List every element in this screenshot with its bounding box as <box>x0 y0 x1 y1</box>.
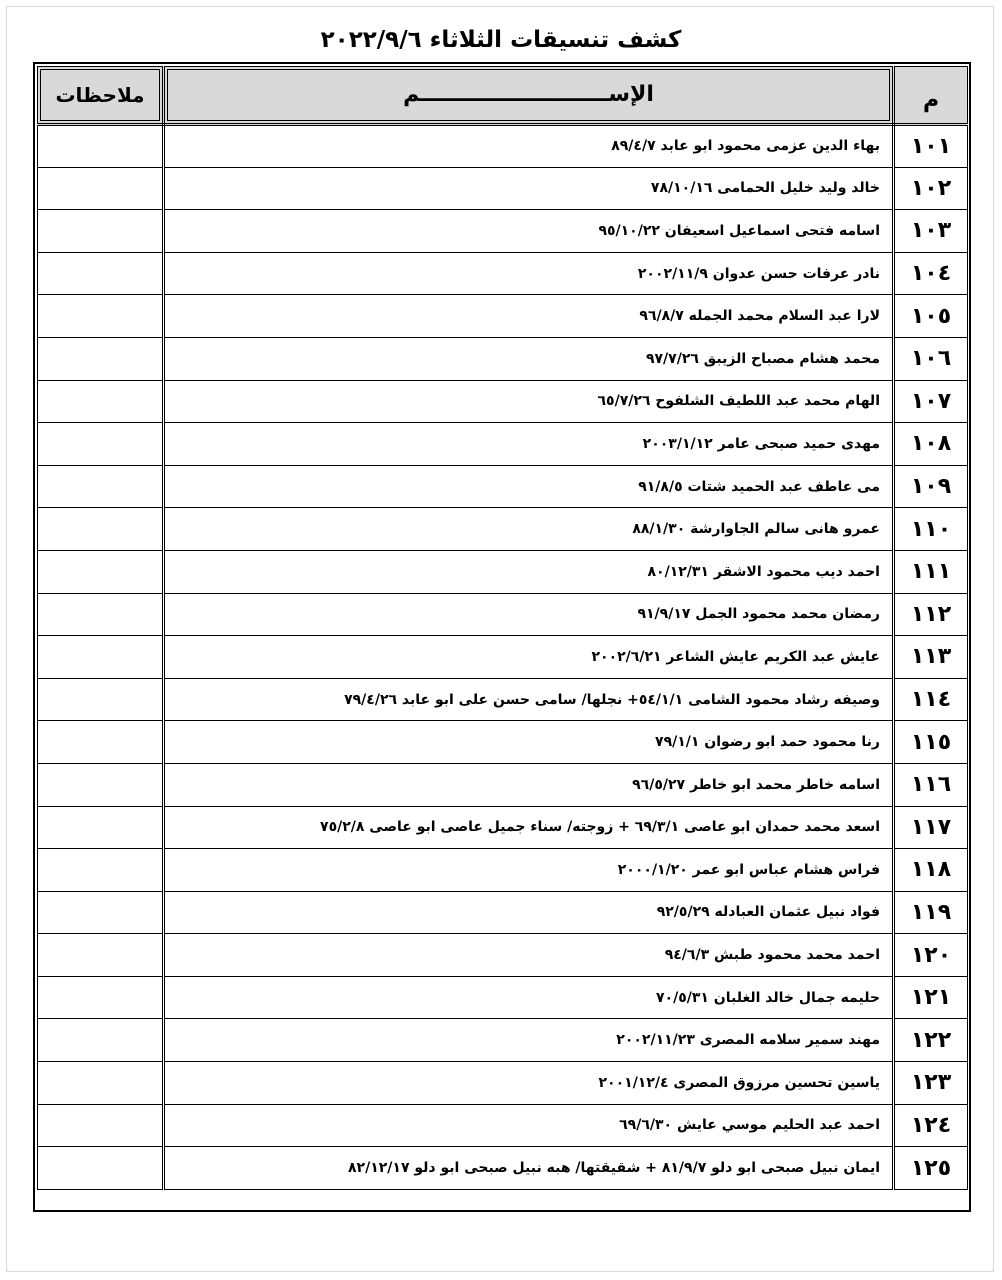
row-number: ١٠٩ <box>894 465 968 508</box>
row-notes <box>38 508 164 551</box>
row-name: احمد عبد الحليم موسي عايش ٦٩/٦/٣٠ <box>164 1104 894 1147</box>
row-notes <box>38 125 164 168</box>
row-notes <box>38 763 164 806</box>
row-name: بهاء الدين عزمى محمود ابو عابد ٨٩/٤/٧ <box>164 125 894 168</box>
row-name: الهام محمد عبد اللطيف الشلفوح ٦٥/٧/٢٦ <box>164 380 894 423</box>
row-name: مى عاطف عبد الحميد شتات ٩١/٨/٥ <box>164 465 894 508</box>
row-name: اسامه فتحى اسماعيل اسعيفان ٩٥/١٠/٢٢ <box>164 210 894 253</box>
page-title: كشف تنسيقات الثلاثاء ٢٠٢٢/٩/٦ <box>320 27 682 53</box>
row-name: رنا محمود حمد ابو رضوان ٧٩/١/١ <box>164 721 894 764</box>
row-notes <box>38 210 164 253</box>
row-name: ايمان نبيل صبحى ابو دلو ٨١/٩/٧ + شقيقتها/ هبه نبيل صبحى ابو دلو ٨٢/١٢/١٧ <box>164 1147 894 1190</box>
table-row <box>38 721 968 764</box>
row-name: نادر عرفات حسن عدوان ٢٠٠٢/١١/٩ <box>164 252 894 295</box>
row-notes <box>38 423 164 466</box>
row-number: ١٢٣ <box>894 1062 968 1105</box>
row-notes <box>38 380 164 423</box>
row-name: محمد هشام مصباح الزيبق ٩٧/٧/٢٦ <box>164 337 894 380</box>
row-notes <box>38 721 164 764</box>
row-notes <box>38 1062 164 1105</box>
table-row <box>38 295 968 338</box>
row-name: فراس هشام عباس ابو عمر ٢٠٠٠/١/٢٠ <box>164 849 894 892</box>
row-number: ١١٦ <box>894 763 968 806</box>
row-notes <box>38 167 164 210</box>
row-number: ١٠٨ <box>894 423 968 466</box>
table-row <box>38 636 968 679</box>
row-number: ١١٥ <box>894 721 968 764</box>
row-number: ١١١ <box>894 550 968 593</box>
table-row <box>38 849 968 892</box>
row-number: ١٢٤ <box>894 1104 968 1147</box>
row-name: رمضان محمد محمود الجمل ٩١/٩/١٧ <box>164 593 894 636</box>
names-table <box>37 66 968 1190</box>
table-row <box>38 1062 968 1105</box>
table-row <box>38 1104 968 1147</box>
row-notes <box>38 1147 164 1190</box>
row-name: مهدى حميد صبحى عامر ٢٠٠٣/١/١٢ <box>164 423 894 466</box>
row-number: ١٠٤ <box>894 252 968 295</box>
row-name: اسعد محمد حمدان ابو عاصى ٦٩/٣/١ + زوجته/ سناء جميل عاصى ابو عاصى ٧٥/٢/٨ <box>164 806 894 849</box>
row-name: عمرو هانى سالم الجاوارشة ٨٨/١/٣٠ <box>164 508 894 551</box>
row-notes <box>38 593 164 636</box>
table-row <box>38 806 968 849</box>
row-name: لارا عبد السلام محمد الجمله ٩٦/٨/٧ <box>164 295 894 338</box>
row-number: ١٢٢ <box>894 1019 968 1062</box>
row-number: ١١٢ <box>894 593 968 636</box>
table-row <box>38 550 968 593</box>
row-number: ١٠٦ <box>894 337 968 380</box>
row-notes <box>38 1019 164 1062</box>
row-name: خالد وليد خليل الحمامى ٧٨/١٠/١٦ <box>164 167 894 210</box>
table-row <box>38 678 968 721</box>
row-notes <box>38 337 164 380</box>
row-notes <box>38 934 164 977</box>
row-number: ١٠١ <box>894 125 968 168</box>
row-number: ١٢١ <box>894 976 968 1019</box>
row-number: ١٢٥ <box>894 1147 968 1190</box>
row-notes <box>38 849 164 892</box>
row-notes <box>38 295 164 338</box>
row-number: ١١٩ <box>894 891 968 934</box>
column-header-name-label: الإســـــــــــــــــــــــــم <box>167 69 890 121</box>
table-row <box>38 380 968 423</box>
row-notes <box>38 806 164 849</box>
row-notes <box>38 891 164 934</box>
row-name: اسامه خاطر محمد ابو خاطر ٩٦/٥/٢٧ <box>164 763 894 806</box>
table-row <box>38 508 968 551</box>
row-name: عايش عبد الكريم عايش الشاعر ٢٠٠٢/٦/٢١ <box>164 636 894 679</box>
table-frame <box>33 62 971 1212</box>
table-row <box>38 252 968 295</box>
table-row <box>38 125 968 168</box>
row-notes <box>38 976 164 1019</box>
table-row <box>38 891 968 934</box>
row-name: احمد ديب محمود الاشقر ٨٠/١٢/٣١ <box>164 550 894 593</box>
table-row <box>38 465 968 508</box>
row-name: حليمه جمال خالد الغلبان ٧٠/٥/٣١ <box>164 976 894 1019</box>
table-row <box>38 423 968 466</box>
row-notes <box>38 636 164 679</box>
row-number: ١١٧ <box>894 806 968 849</box>
table-row <box>38 210 968 253</box>
row-name: ياسين تحسين مرزوق المصرى ٢٠٠١/١٢/٤ <box>164 1062 894 1105</box>
table-row <box>38 337 968 380</box>
row-number: ١١٠ <box>894 508 968 551</box>
column-header-notes-label: ملاحظات <box>40 69 160 121</box>
column-header-name <box>164 67 894 125</box>
row-name: احمد محمد محمود طبش ٩٤/٦/٣ <box>164 934 894 977</box>
row-number: ١٠٣ <box>894 210 968 253</box>
row-notes <box>38 550 164 593</box>
row-number: ١٠٢ <box>894 167 968 210</box>
row-notes <box>38 465 164 508</box>
row-notes <box>38 252 164 295</box>
row-number: ١٠٧ <box>894 380 968 423</box>
row-number: ١١٤ <box>894 678 968 721</box>
row-name: وصيفه رشاد محمود الشامى ٥٤/١/١+ نجلها/ سامى حسن على ابو عابد ٧٩/٤/٢٦ <box>164 678 894 721</box>
table-row <box>38 763 968 806</box>
row-number: ١١٨ <box>894 849 968 892</box>
table-row <box>38 976 968 1019</box>
row-number: ١١٣ <box>894 636 968 679</box>
table-body <box>38 125 968 1190</box>
column-header-notes <box>38 67 164 125</box>
row-number: ١٠٥ <box>894 295 968 338</box>
row-name: مهند سمير سلامه المصرى ٢٠٠٢/١١/٢٣ <box>164 1019 894 1062</box>
table-row <box>38 1147 968 1190</box>
table-row <box>38 167 968 210</box>
row-notes <box>38 678 164 721</box>
table-row <box>38 1019 968 1062</box>
row-name: فواد نبيل عثمان العبادله ٩٢/٥/٢٩ <box>164 891 894 934</box>
column-header-number: م <box>894 67 968 125</box>
table-row <box>38 934 968 977</box>
header-row <box>38 67 968 125</box>
table-row <box>38 593 968 636</box>
row-number: ١٢٠ <box>894 934 968 977</box>
row-notes <box>38 1104 164 1147</box>
